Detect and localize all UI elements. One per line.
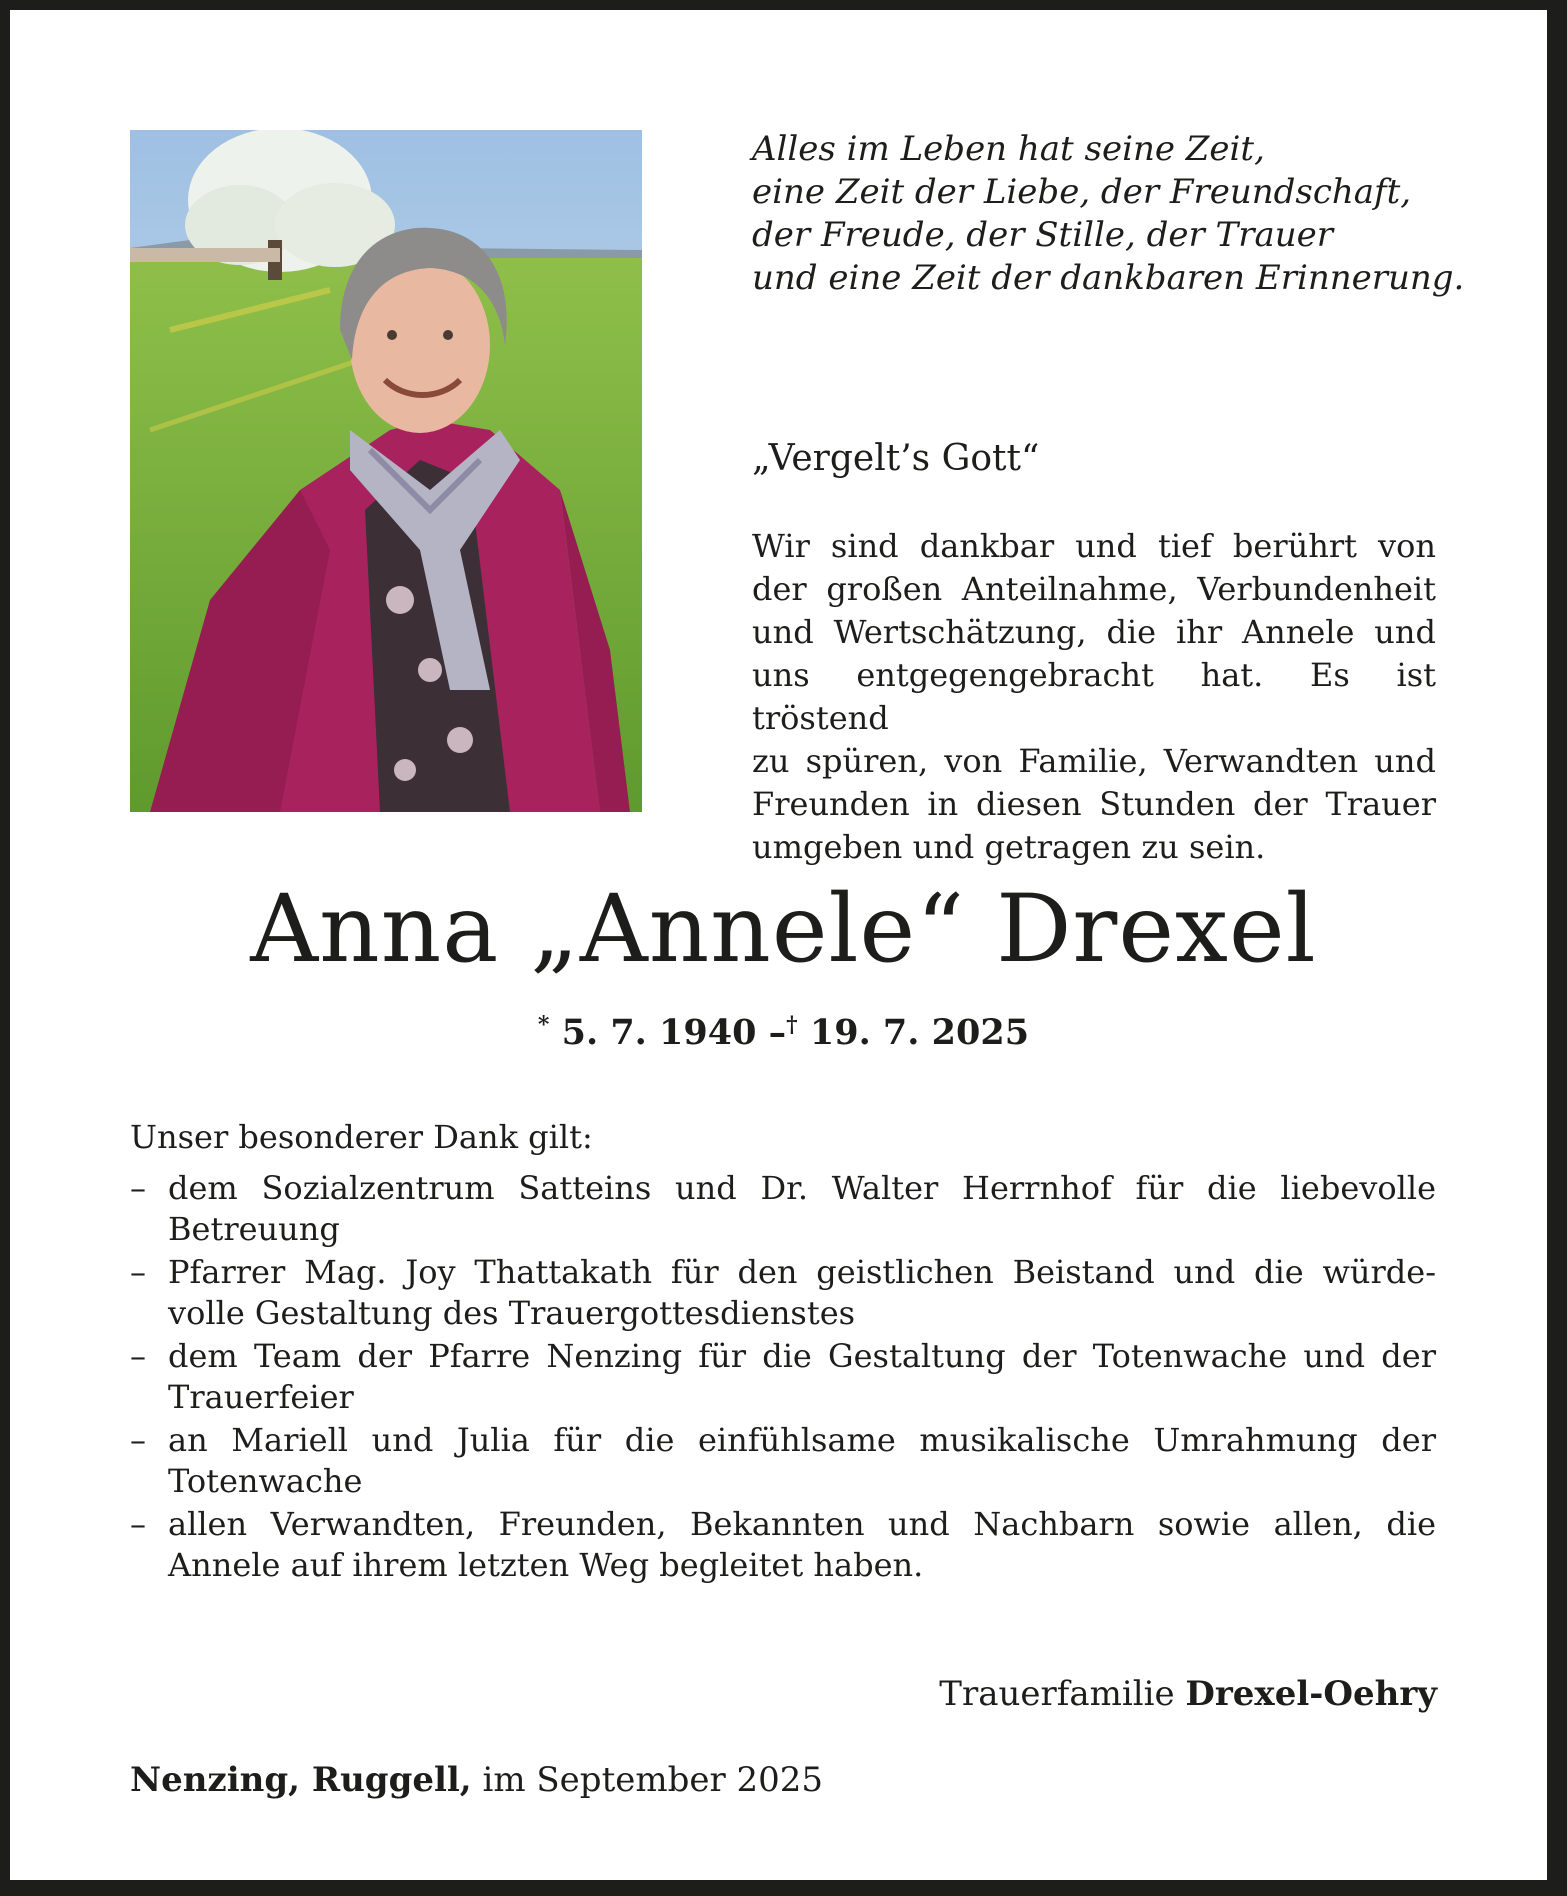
birth-symbol: * <box>537 1012 550 1038</box>
place-towns: Nenzing, Ruggell, <box>130 1760 472 1800</box>
thanks-list <box>130 1168 1436 1588</box>
paragraph-line: zu spüren, von Familie, Verwandten und <box>752 742 1436 780</box>
death-date: 19. 7. 2025 <box>809 1012 1030 1053</box>
signature-family <box>939 1672 1437 1716</box>
family-prefix: Trauerfamilie <box>939 1674 1175 1714</box>
list-item-line: allen Verwandten, Freunden, Bekannten und Nachbarn sowie allen, die <box>168 1505 1436 1543</box>
poem-line: und eine Zeit der dankbaren Erinnerung. <box>752 258 1465 298</box>
list-item-line: dem Sozialzentrum Satteins und Dr. Walter Herrnhof für die liebevolle <box>168 1169 1436 1207</box>
list-item <box>130 1252 1436 1334</box>
place-date: im September 2025 <box>482 1760 824 1800</box>
list-dash: – <box>130 1253 146 1291</box>
poem-line: Alles im Leben hat seine Zeit, <box>752 129 1265 169</box>
list-item <box>130 1336 1436 1418</box>
paragraph-line: umgeben und getragen zu sein. <box>752 828 1266 866</box>
poem-line: eine Zeit der Liebe, der Freundschaft, <box>752 172 1412 212</box>
thanks-intro: Unser besonderer Dank gilt: <box>130 1118 593 1156</box>
list-item-line: an Mariell und Julia für die einfühlsame musikalische Umrahmung der <box>168 1421 1436 1459</box>
list-item <box>130 1420 1436 1502</box>
list-dash: – <box>130 1337 146 1375</box>
place-and-date <box>130 1758 823 1802</box>
family-name: Drexel-Oehry <box>1185 1674 1437 1714</box>
deceased-name: Anna „Annele“ Drexel <box>250 875 1317 984</box>
death-symbol: † <box>786 1012 798 1038</box>
list-item-line: dem Team der Pfarre Nenzing für die Gestaltung der Totenwache und der <box>168 1337 1436 1375</box>
list-item-line: Trauerfeier <box>168 1378 354 1416</box>
paragraph-line: der großen Anteilnahme, Verbundenheit <box>752 570 1436 608</box>
poem <box>752 128 1465 300</box>
paragraph-line: und Wertschätzung, die ihr Annele und <box>752 613 1436 651</box>
list-item-line: Annele auf ihrem letzten Weg begleitet haben. <box>168 1546 924 1584</box>
list-dash: – <box>130 1421 146 1459</box>
list-item-line: Betreuung <box>168 1210 340 1248</box>
list-item <box>130 1504 1436 1586</box>
paragraph-line: uns entgegengebracht hat. Es ist tröstend <box>752 656 1436 737</box>
birth-date: 5. 7. 1940 <box>561 1012 757 1053</box>
thanks-paragraph <box>752 525 1436 869</box>
list-item-line: volle Gestaltung des Trauergottesdienstes <box>168 1294 856 1332</box>
life-dates <box>0 1003 1567 1055</box>
date-separator: – <box>768 1012 787 1053</box>
list-item-line: Totenwache <box>168 1462 363 1500</box>
poem-line: der Freude, der Stille, der Trauer <box>752 215 1333 255</box>
paragraph-line: Wir sind dankbar und tief berührt von <box>752 527 1436 565</box>
list-dash: – <box>130 1169 146 1207</box>
paragraph-line: Freunden in diesen Stunden der Trauer <box>752 785 1436 823</box>
portrait-photo <box>130 130 642 812</box>
list-dash: – <box>130 1505 146 1543</box>
list-item <box>130 1168 1436 1250</box>
vergelts-gott-heading: „Vergelt’s Gott“ <box>752 438 1040 479</box>
list-item-line: Pfarrer Mag. Joy Thattakath für den geistlichen Beistand und die würde- <box>168 1253 1436 1291</box>
